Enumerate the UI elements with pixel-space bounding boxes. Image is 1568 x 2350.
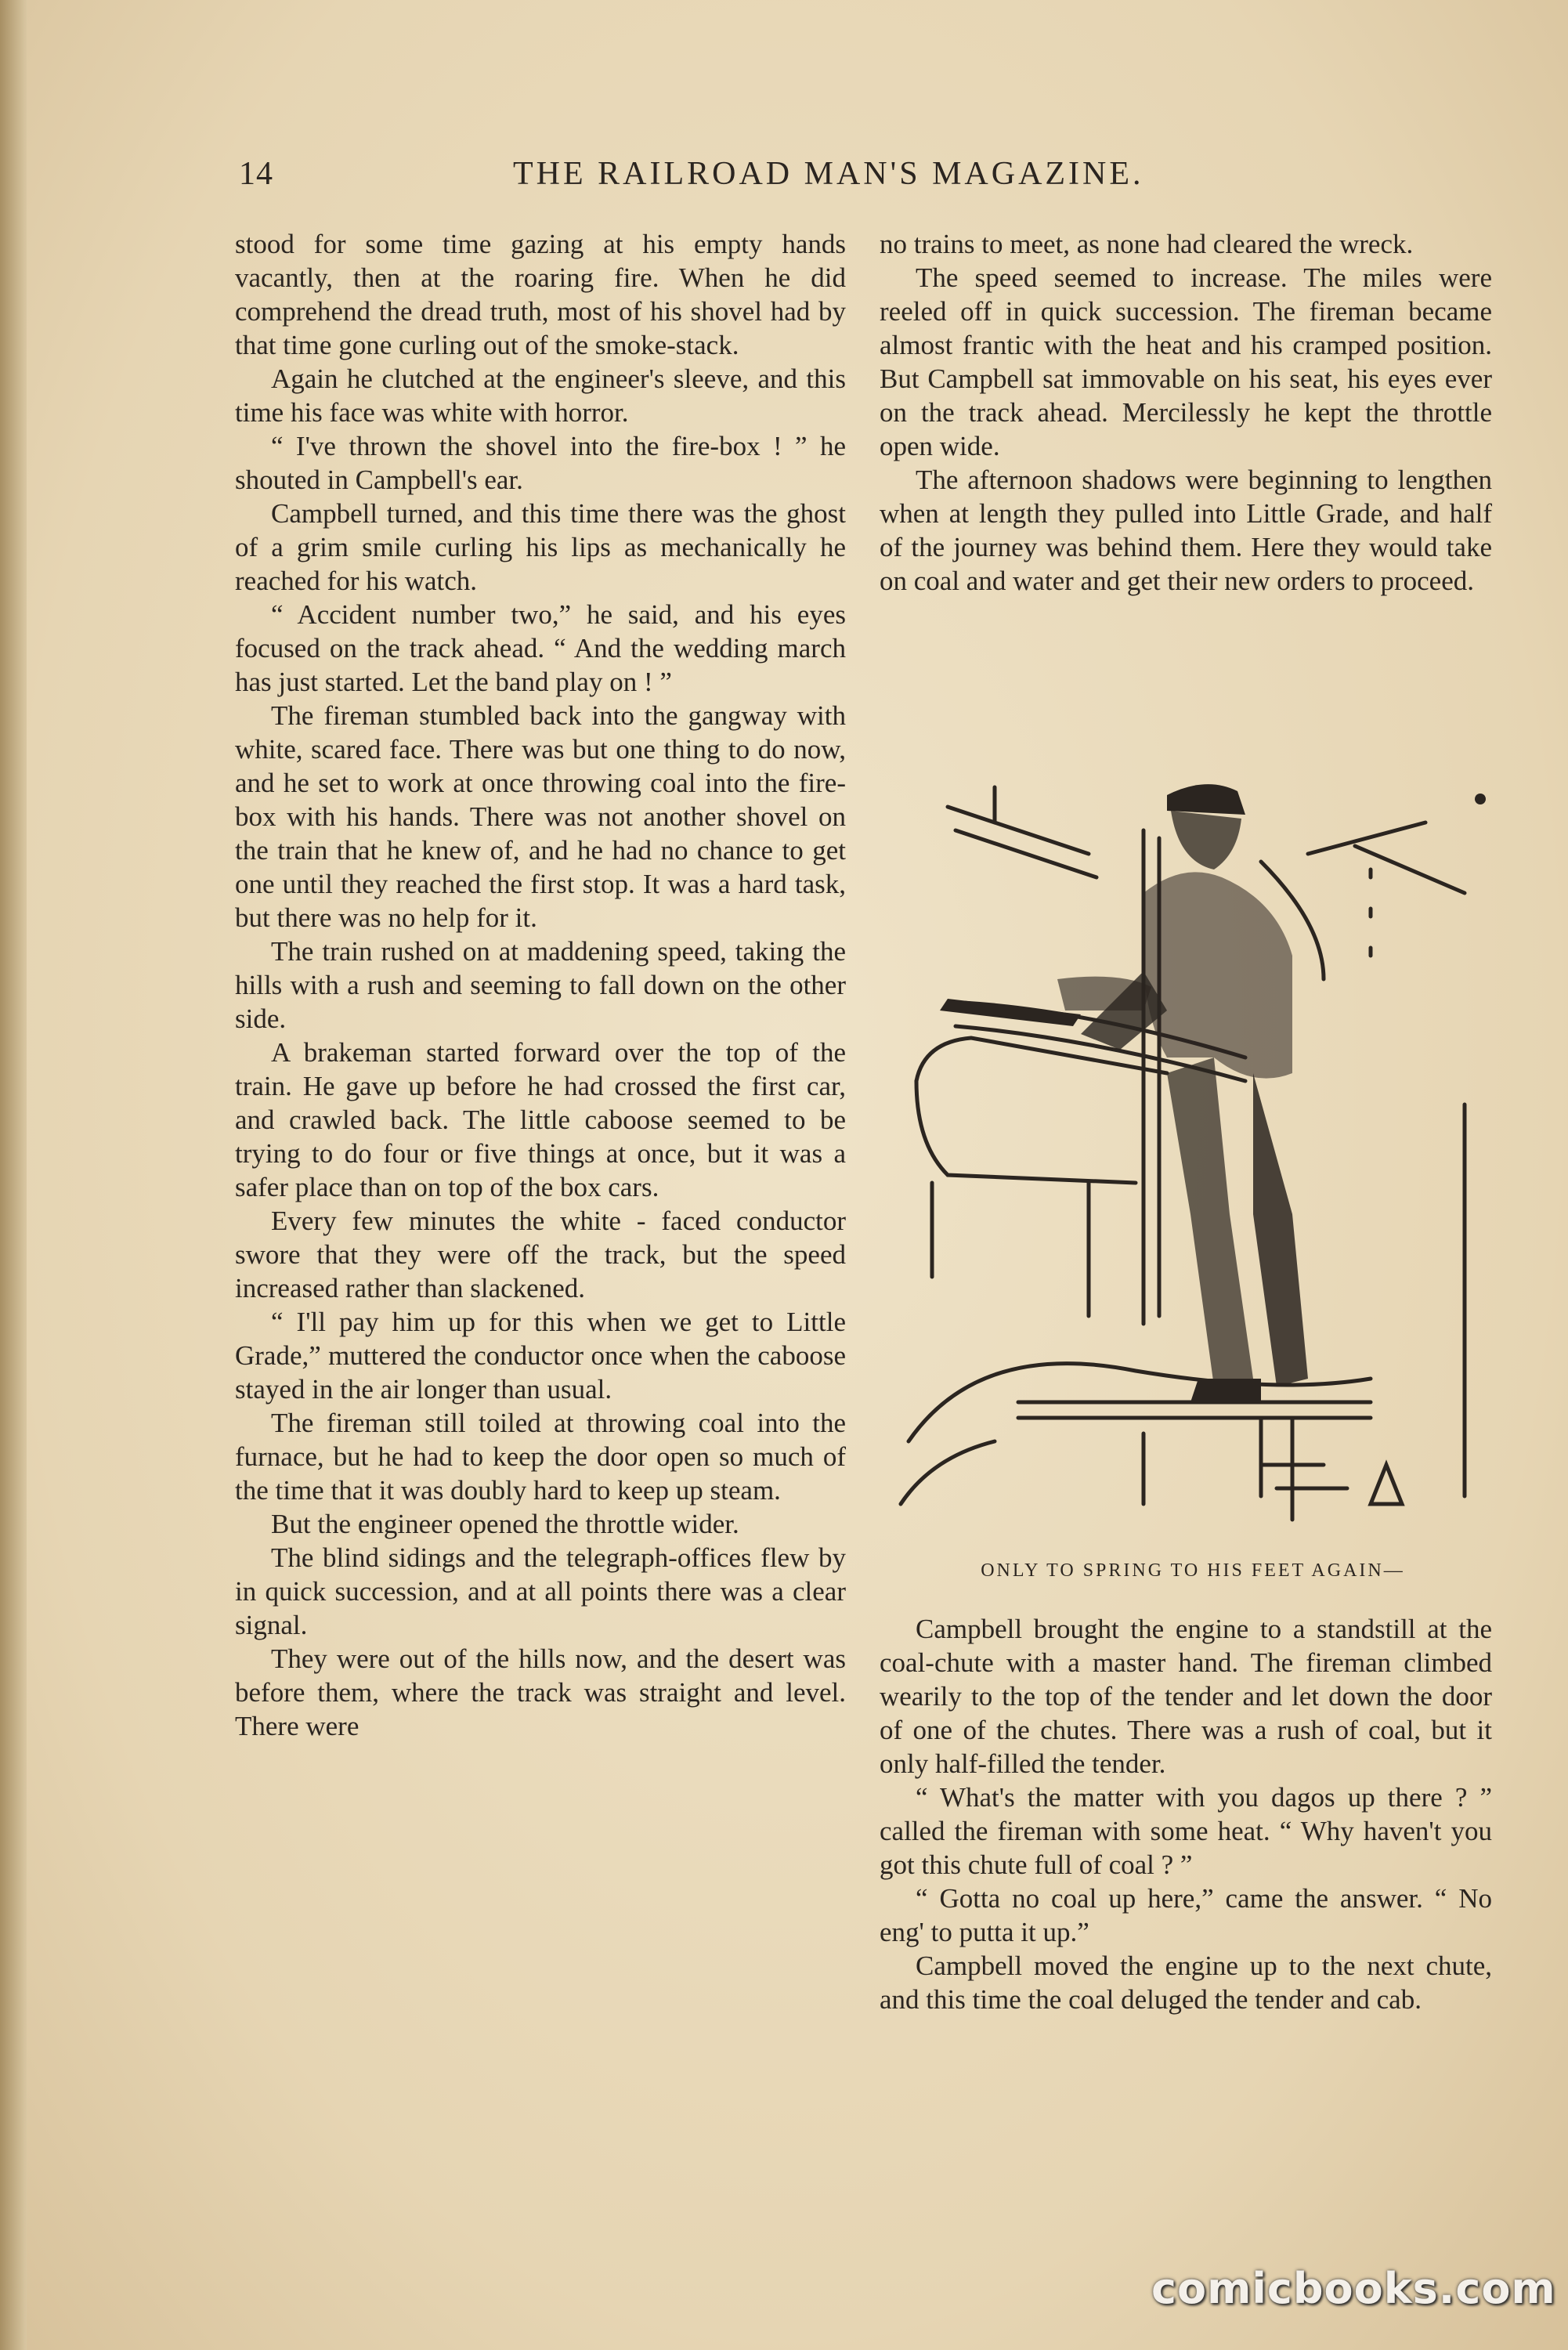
paragraph: “ I'll pay him up for this when we get to Little Grade,” muttered the conductor once when the caboose stayed in the air longer than usual.	[235, 1307, 846, 1405]
paragraph: Campbell moved the engine up to the next chute, and this time the coal deluged the tender and cab.	[880, 1950, 1492, 2015]
paragraph: The blind sidings and the telegraph-offices flew by in quick succession, and at all points there was a clear signal.	[235, 1542, 846, 1640]
paragraph: Campbell brought the engine to a standstill at the coal-chute with a master hand. The fireman climbed wearily to the top of the tender and let down the door of one of the chutes. There was a rush of coal, but it only half-filled the tender.	[880, 1614, 1492, 1779]
paragraph: stood for some time gazing at his empty hands vacantly, then at the roaring fire. When he did comprehend the dread truth, most of his shovel had by that time gone curling out of the smoke-stack.	[235, 229, 846, 360]
paragraph: The train rushed on at maddening speed, taking the hills with a rush and seeming to fall down on the other side.	[235, 936, 846, 1034]
paragraph: “ I've thrown the shovel into the fire-box ! ” he shouted in Campbell's ear.	[235, 431, 846, 495]
paragraph: no trains to meet, as none had cleared the wreck.	[880, 229, 1414, 259]
paragraph: Every few minutes the white - faced conductor swore that they were off the track, but the speed increased rather than slackened.	[235, 1206, 846, 1303]
paragraph: But the engineer opened the throttle wider.	[271, 1509, 739, 1539]
paragraph: Campbell turned, and this time there was the ghost of a grim smile curling his lips as mechanically he reached for his watch.	[235, 498, 846, 596]
running-title: THE RAILROAD MAN'S MAGAZINE.	[513, 156, 1144, 192]
paragraph: “ Accident number two,” he said, and his eyes focused on the track ahead. “ And the wedding march has just started. Let the band play on ! ”	[235, 599, 846, 697]
right-text-column-bottom	[880, 1612, 1492, 2016]
page-spine-shadow	[0, 0, 27, 2350]
left-text-column	[235, 227, 846, 1743]
paragraph: They were out of the hills now, and the desert was before them, where the track was straight and level. There were	[235, 1643, 846, 1741]
paragraph: Again he clutched at the engineer's sleeve, and this time his face was white with horror.	[235, 363, 846, 428]
figure-caption: ONLY TO SPRING TO HIS FEET AGAIN—	[981, 1560, 1405, 1581]
paragraph: The afternoon shadows were beginning to lengthen when at length they pulled into Little Grade, and half of the journey was behind them. Here they would take on coal and water and get their new orders to proceed.	[880, 465, 1492, 596]
site-watermark: comicbooks.com	[1151, 2264, 1556, 2313]
paragraph: The speed seemed to increase. The miles were reeled off in quick succession. The fireman became almost frantic with the heat and his cramped position. But Campbell sat immovable on his seat, his eyes ever on the track ahead. Mercilessly he kept the throttle open wide.	[880, 262, 1492, 461]
paragraph: The fireman still toiled at throwing coal into the furnace, but he had to keep the door open so much of the time that it was doubly hard to keep up steam.	[235, 1408, 846, 1506]
paragraph: “ What's the matter with you dagos up there ? ” called the fireman with some heat. “ Why haven't you got this chute full of coal ? ”	[880, 1782, 1492, 1880]
paragraph: “ Gotta no coal up here,” came the answer. “ No eng' to putta it up.”	[880, 1883, 1492, 1947]
fireman-illustration	[885, 776, 1512, 1551]
page-number: 14	[239, 156, 273, 192]
paragraph: The fireman stumbled back into the gangway with white, scared face. There was but one thing to do now, and he set to work at once throwing coal into the fire-box with his hands. There was not another shovel on the train that he knew of, and he had no chance to get one until they reached the first stop. It was a hard task, but there was no help for it.	[235, 700, 846, 933]
right-text-column-top	[880, 227, 1492, 598]
paragraph: A brakeman started forward over the top of the train. He gave up before he had crossed the first car, and crawled back. The little caboose seemed to be trying to do four or five things at once, but it was a safer place than on top of the box cars.	[235, 1037, 846, 1202]
page-header	[239, 155, 1492, 202]
